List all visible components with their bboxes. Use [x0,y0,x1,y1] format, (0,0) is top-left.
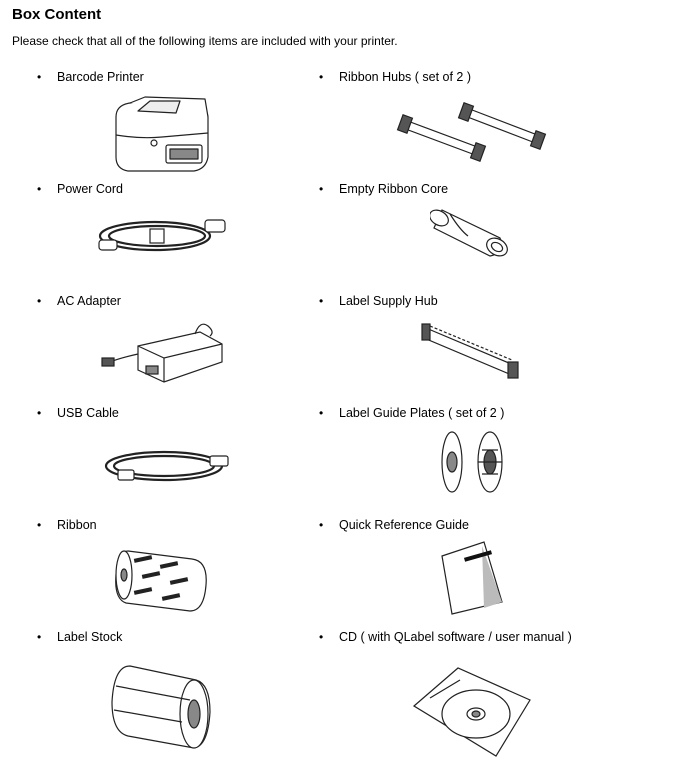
item-label: Label Guide Plates ( set of 2 ) [339,406,505,420]
bullet: • [37,406,42,420]
ribbon-icon [112,545,210,620]
item-label-guide-plates [319,406,505,420]
item-label: Power Cord [57,182,123,196]
ribbon-hubs-icon [395,100,550,170]
guide-plates-icon [438,428,513,496]
bullet: • [37,294,42,308]
item-label: Label Supply Hub [339,294,438,308]
item-label: AC Adapter [57,294,121,308]
bullet: • [37,630,42,644]
reference-guide-icon [438,538,506,618]
item-empty-ribbon-core [319,182,449,196]
label-stock-icon [110,656,215,756]
item-label: USB Cable [57,406,119,420]
item-quick-reference-guide [319,518,469,532]
cd-icon [410,660,535,760]
bullet: • [319,70,324,84]
printer-icon [110,95,215,175]
bullet: • [37,70,42,84]
bullet: • [319,630,324,644]
bullet: • [37,182,42,196]
item-ribbon-hubs [319,70,472,84]
item-label: Label Stock [57,630,123,644]
item-ribbon [37,518,97,532]
page-title: Box Content [12,6,102,23]
ribbon-core-icon [430,200,515,260]
item-label-stock [37,630,123,644]
supply-hub-icon [420,316,520,382]
ac-adapter-icon [100,318,230,390]
item-cd [319,630,572,644]
usb-cable-icon [98,440,233,490]
item-ac-adapter [37,294,121,308]
item-label: Quick Reference Guide [339,518,469,532]
item-label: Ribbon Hubs ( set of 2 ) [339,70,472,84]
item-label: Empty Ribbon Core [339,182,449,196]
item-usb-cable [37,406,119,420]
item-label: CD ( with QLabel software / user manual ) [339,630,572,644]
bullet: • [319,518,324,532]
bullet: • [37,518,42,532]
item-power-cord [37,182,123,196]
bullet: • [319,294,324,308]
item-label: Ribbon [57,518,97,532]
item-label-supply-hub [319,294,438,308]
bullet: • [319,182,324,196]
power-cord-icon [95,212,230,257]
item-barcode-printer [37,70,144,84]
bullet: • [319,406,324,420]
item-label: Barcode Printer [57,70,144,84]
intro-text: Please check that all of the following items are included with your printer. [12,34,398,48]
